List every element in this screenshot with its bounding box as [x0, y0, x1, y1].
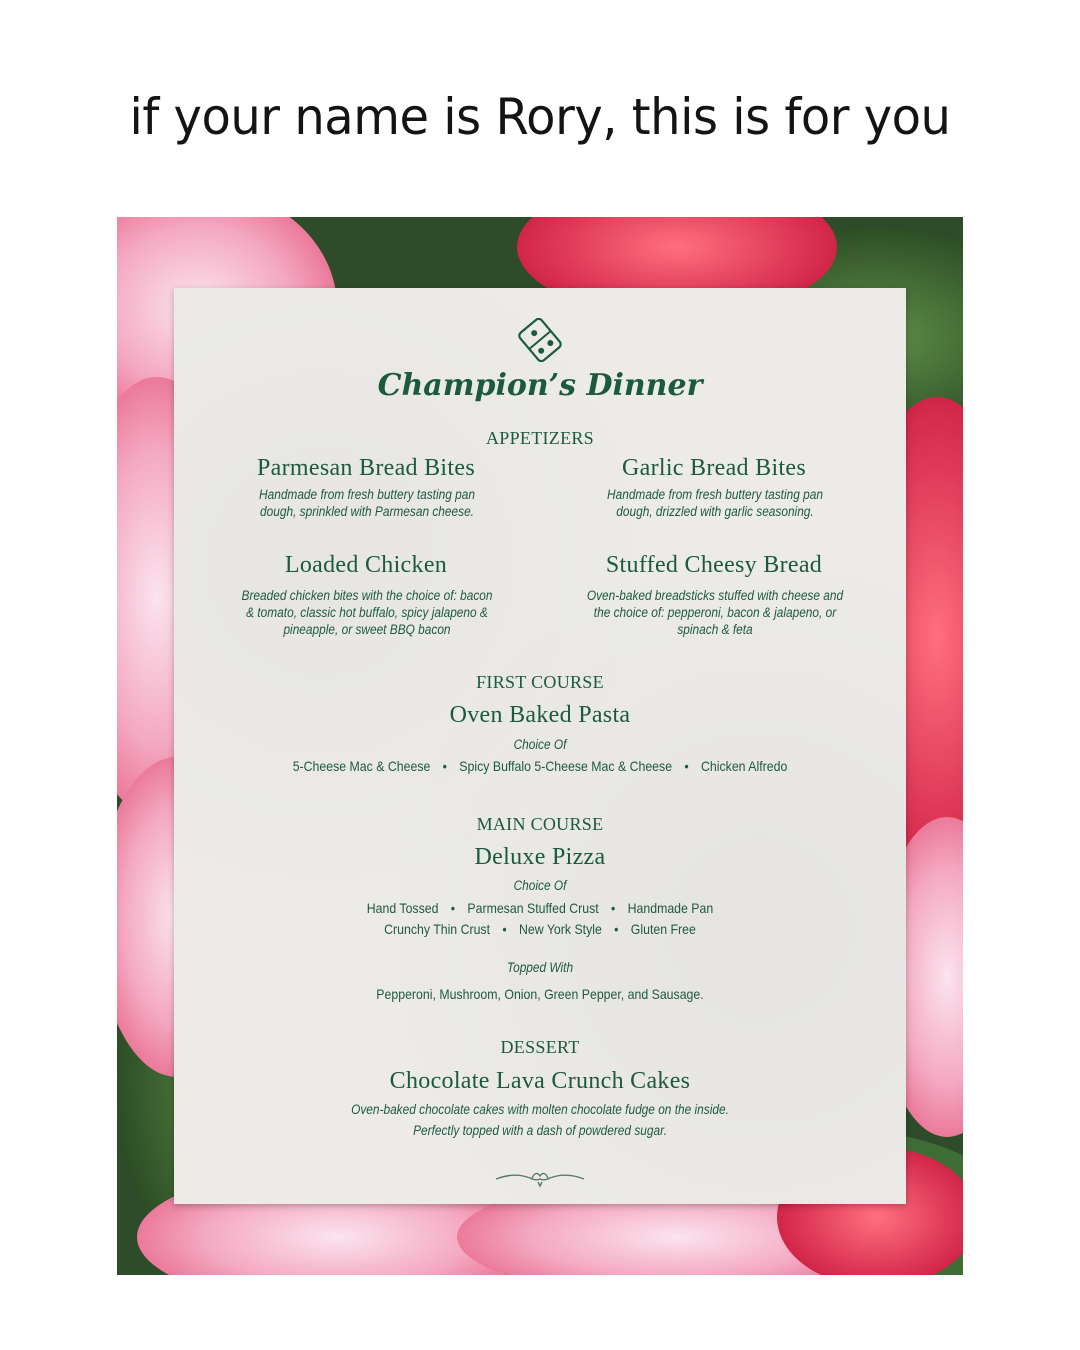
dish-stuffed-cheesy-bread-desc: Oven-baked breadsticks stuffed with cheese and the choice of: pepperoni, bacon & jalapeno, or spinach & feta	[586, 588, 844, 637]
separator-dot: •	[614, 921, 619, 937]
dish-deluxe-pizza: Deluxe Pizza	[474, 844, 606, 870]
dessert-desc-line2: Perfectly topped with a dash of powdered sugar.	[413, 1123, 667, 1138]
pizza-topped-label: Topped With	[506, 960, 574, 975]
domino-logo-icon	[516, 318, 564, 362]
pizza-crust-options-row1	[218, 900, 862, 916]
crust-option: Crunchy Thin Crust	[384, 921, 491, 937]
separator-dot: •	[450, 900, 456, 916]
menu-card	[174, 288, 906, 1204]
crust-option: Hand Tossed	[366, 900, 439, 916]
pizza-choice-label: Choice Of	[513, 878, 567, 893]
separator-dot: •	[442, 758, 447, 774]
separator-dot: •	[610, 900, 616, 916]
dessert-heading: DESSERT	[500, 1037, 580, 1057]
dish-chocolate-lava-crunch-cakes: Chocolate Lava Crunch Cakes	[389, 1068, 691, 1094]
flourish-ornament-icon	[494, 1168, 586, 1190]
pasta-options	[218, 758, 862, 774]
first-course-heading: FIRST COURSE	[476, 672, 604, 692]
pasta-option: 5-Cheese Mac & Cheese	[292, 758, 431, 774]
dessert-desc-line1: Oven-baked chocolate cakes with molten chocolate fudge on the inside.	[351, 1102, 729, 1117]
pasta-choice-label: Choice Of	[513, 737, 567, 752]
crust-option: New York Style	[518, 921, 602, 937]
dish-stuffed-cheesy-bread: Stuffed Cheesy Bread	[605, 552, 823, 578]
crust-option: Gluten Free	[630, 921, 696, 937]
post-caption: if your name is Rory, this is for you	[129, 88, 951, 146]
pizza-crust-options-row2	[218, 921, 862, 937]
dish-oven-baked-pasta: Oven Baked Pasta	[449, 702, 631, 728]
menu-title: Champion’s Dinner	[377, 368, 703, 403]
separator-dot: •	[502, 921, 507, 937]
separator-dot: •	[684, 758, 689, 774]
dish-loaded-chicken: Loaded Chicken	[284, 552, 448, 578]
pasta-option: Chicken Alfredo	[701, 758, 788, 774]
pasta-option: Spicy Buffalo 5-Cheese Mac & Cheese	[459, 758, 673, 774]
dish-parmesan-bread-bites-desc: Handmade from fresh buttery tasting pan dough, sprinkled with Parmesan cheese.	[259, 487, 475, 519]
dish-garlic-bread-bites-desc: Handmade from fresh buttery tasting pan dough, drizzled with garlic seasoning.	[607, 487, 823, 519]
crust-option: Handmade Pan	[627, 900, 714, 916]
crust-option: Parmesan Stuffed Crust	[467, 900, 599, 916]
dish-loaded-chicken-desc: Breaded chicken bites with the choice of: bacon & tomato, classic hot buffalo, spicy jalapeno & pineapple, or sweet BBQ bacon	[241, 588, 493, 637]
main-course-heading: MAIN COURSE	[476, 814, 604, 834]
pizza-toppings: Pepperoni, Mushroom, Onion, Green Pepper, and Sausage.	[376, 986, 704, 1002]
dish-parmesan-bread-bites: Parmesan Bread Bites	[257, 455, 475, 481]
appetizers-heading: APPETIZERS	[485, 428, 594, 448]
dish-garlic-bread-bites: Garlic Bread Bites	[621, 455, 806, 481]
